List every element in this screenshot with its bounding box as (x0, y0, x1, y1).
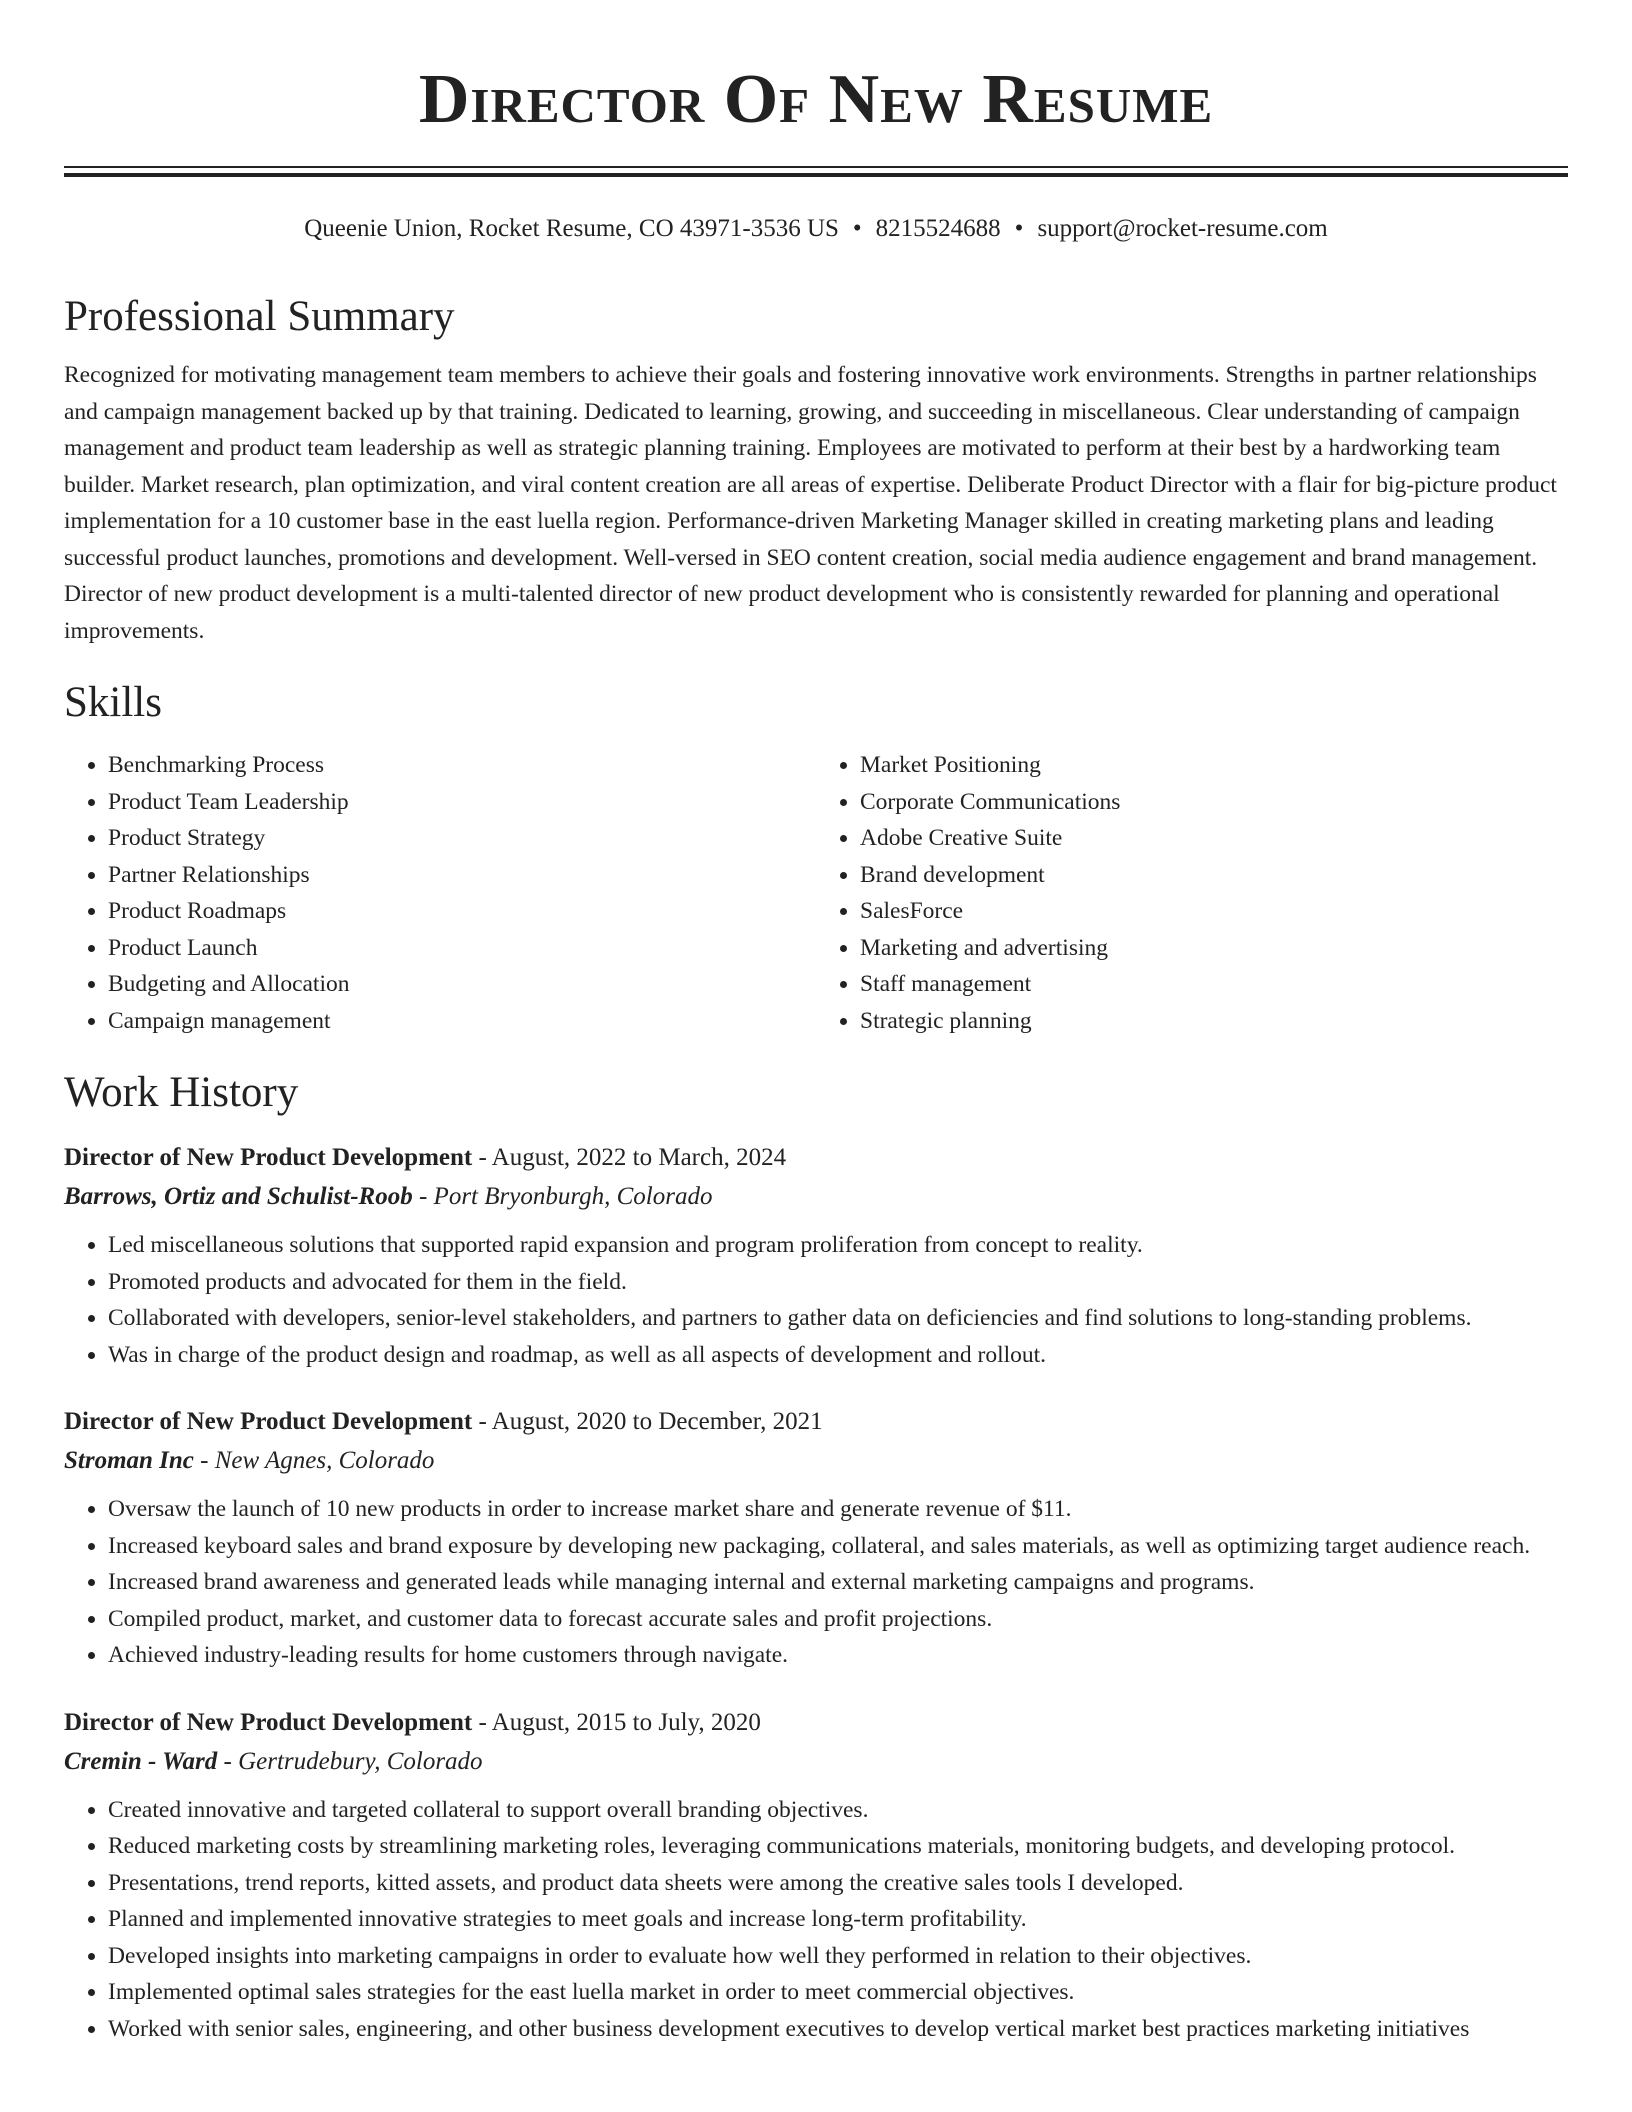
job-bullet: • Achieved industry-leading results for home customers through navigate. (108, 1637, 1568, 1674)
title-rule-thin (64, 166, 1568, 168)
job-bullet: • Collaborated with developers, senior-level stakeholders, and partners to gather data on deficiencies and find solutions to long-standing problems. (108, 1300, 1568, 1337)
job-company: Stroman Inc (64, 1447, 194, 1474)
job-dates: - August, 2015 to July, 2020 (472, 1708, 761, 1736)
job-company-line (64, 1441, 1568, 1481)
job-entry (64, 1704, 1568, 2048)
job-bullet: • Developed insights into marketing campaigns in order to evaluate how well they performed in relation to their objectives. (108, 1938, 1568, 1975)
job-bullet: • Implemented optimal sales strategies for the east luella market in order to meet commercial objectives. (108, 1974, 1568, 2011)
job-title-line (64, 1704, 1568, 1742)
job-company-line (64, 1177, 1568, 1217)
skills-list-right (816, 747, 1568, 1039)
skill-item: • Strategic planning (860, 1003, 1568, 1040)
job-title-line (64, 1403, 1568, 1441)
job-bullet: • Increased keyboard sales and brand exposure by developing new packaging, collateral, and sales materials, as well as optimizing target audience reach. (108, 1528, 1568, 1565)
summary-text: Recognized for motivating management team members to achieve their goals and fostering innovative work environments. Strengths in partner relationships and campaign management backed up by that training. Dedicated to learning, growing, and succeeding in miscellaneous. Clear understanding of campaign management and product team leadership as well as strategic planning training. Employees are motivated to perform at their best by a hardworking team builder. Market research, plan optimization, and viral content creation are all areas of expertise. Deliberate Product Director with a flair for big-picture product implementation for a 10 customer base in the east luella region. Performance-driven Marketing Manager skilled in creating marketing plans and leading successful product launches, promotions and development. Well-versed in SEO content creation, social media audience engagement and brand management. Director of new product development is a multi-talented director of new product development who is consistently rewarded for planning and operational improvements. (64, 362, 1557, 644)
job-bullet: • Led miscellaneous solutions that supported rapid expansion and program proliferation from concept to reality. (108, 1227, 1568, 1264)
work-history-heading: Work History (64, 1069, 299, 1116)
job-company: Cremin - Ward (64, 1747, 218, 1775)
job-location: - Gertrudebury, Colorado (217, 1747, 483, 1775)
job-bullet: • Was in charge of the product design and roadmap, as well as all aspects of development and rollout. (108, 1337, 1568, 1374)
skill-item: • Market Positioning (860, 747, 1568, 784)
contact-email: support@rocket-resume.com (1037, 215, 1328, 242)
skill-item: • SalesForce (860, 893, 1568, 930)
skill-item: • Product Roadmaps (108, 893, 816, 930)
job-bullets (64, 1227, 1568, 1373)
skill-item: • Budgeting and Allocation (108, 966, 816, 1003)
skill-item: • Benchmarking Process (108, 747, 816, 784)
job-bullet: • Planned and implemented innovative strategies to meet goals and increase long-term profitability. (108, 1901, 1568, 1938)
skill-item: • Product Strategy (108, 820, 816, 857)
skill-item: • Campaign management (108, 1003, 816, 1040)
job-bullet: • Oversaw the launch of 10 new products in order to increase market share and generate revenue of $11. (108, 1491, 1568, 1528)
job-bullet: • Promoted products and advocated for them in the field. (108, 1264, 1568, 1301)
job-title: Director of New Product Development (64, 1408, 473, 1435)
contact-phone: 8215524688 (875, 215, 1001, 242)
job-company: Barrows, Ortiz and Schulist-Roob (64, 1183, 413, 1210)
job-title: Director of New Product Development (64, 1144, 473, 1171)
job-bullets (64, 1792, 1568, 2048)
skill-item: • Partner Relationships (108, 857, 816, 894)
job-location: - Port Bryonburgh, Colorado (412, 1183, 713, 1210)
job-title-line (64, 1139, 1568, 1177)
job-bullet: • Presentations, trend reports, kitted assets, and product data sheets were among the creative sales tools I developed. (108, 1865, 1568, 1902)
job-dates: - August, 2020 to December, 2021 (472, 1408, 823, 1435)
job-bullet: • Worked with senior sales, engineering, and other business development executives to develop vertical market best practices marketing initiatives (108, 2011, 1568, 2048)
job-bullet: • Created innovative and targeted collateral to support overall branding objectives. (108, 1792, 1568, 1829)
job-location: - New Agnes, Colorado (193, 1447, 435, 1474)
title-rule-thick (64, 173, 1568, 177)
contact-line (64, 213, 1568, 245)
job-company-line (64, 1742, 1568, 1782)
skills-list-left (64, 747, 816, 1039)
contact-separator: • (852, 215, 862, 242)
skills-columns (64, 747, 1568, 1039)
job-entry (64, 1403, 1568, 1674)
job-title: Director of New Product Development (64, 1708, 473, 1736)
job-bullets (64, 1491, 1568, 1674)
skill-item: • Adobe Creative Suite (860, 820, 1568, 857)
skill-item: • Product Launch (108, 930, 816, 967)
job-bullet: • Compiled product, market, and customer data to forecast accurate sales and profit projections. (108, 1601, 1568, 1638)
skill-item: • Product Team Leadership (108, 784, 816, 821)
job-dates: - August, 2022 to March, 2024 (472, 1144, 787, 1171)
job-bullet: • Reduced marketing costs by streamlining marketing roles, leveraging communications materials, monitoring budgets, and developing protocol. (108, 1828, 1568, 1865)
skills-heading: Skills (64, 679, 162, 726)
skill-item: • Brand development (860, 857, 1568, 894)
contact-separator: • (1014, 215, 1024, 242)
skill-item: • Marketing and advertising (860, 930, 1568, 967)
resume-title: Director Of New Resume (418, 61, 1214, 138)
job-bullet: • Increased brand awareness and generated leads while managing internal and external marketing campaigns and programs. (108, 1564, 1568, 1601)
skill-item: • Corporate Communications (860, 784, 1568, 821)
summary-heading: Professional Summary (64, 293, 455, 340)
job-entry (64, 1139, 1568, 1373)
skill-item: • Staff management (860, 966, 1568, 1003)
contact-address: Queenie Union, Rocket Resume, CO 43971-3536 US (304, 215, 839, 242)
